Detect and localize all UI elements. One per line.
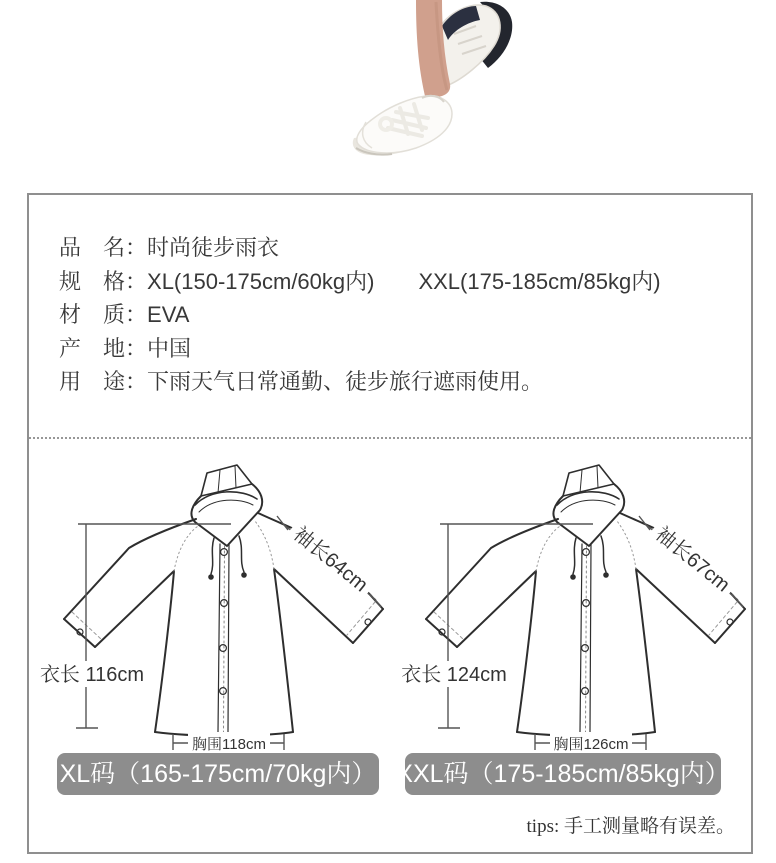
spec-value: 中国 (147, 335, 192, 361)
coat-length-label: 衣长 116cm (39, 664, 145, 686)
sleeve-length-label: 袖长64cm (288, 523, 372, 597)
spec-value: XL(150-175cm/60kg内) XXL(175-185cm/85kg内) (147, 268, 661, 294)
spec-label: 规 格： (59, 268, 148, 294)
spec-list (59, 231, 661, 399)
spec-label: 产 地： (59, 335, 148, 361)
dotted-divider (29, 437, 751, 439)
measurement-tips: tips: 手工测量略有误差。 (526, 816, 735, 837)
chest-width-label: 胸围126cm (553, 736, 629, 753)
chest-width-label: 胸围118cm (192, 736, 266, 753)
product-photo-sneakers (330, 0, 520, 165)
spec-row-origin (59, 332, 661, 366)
spec-row-usage (59, 365, 661, 399)
spec-value: 时尚徒步雨衣 (147, 235, 280, 260)
coat-length-label: 衣长 124cm (401, 664, 507, 686)
spec-row-product-name (59, 231, 661, 265)
spec-row-specification (59, 265, 661, 299)
spec-label: 材 质： (59, 302, 148, 327)
raincoat-size-diagram-xxl (393, 451, 753, 761)
sleeve-length-label: 袖长67cm (650, 523, 734, 597)
spec-label: 用 途： (59, 369, 148, 394)
spec-label: 品 名： (59, 235, 148, 260)
spec-row-material (59, 298, 661, 332)
size-badge-xl[interactable]: XL码（165-175cm/70kg内） (57, 753, 379, 795)
product-info-box (27, 193, 753, 854)
raincoat-size-diagram-xl (31, 451, 391, 761)
front-shoe (353, 96, 452, 156)
spec-value: 下雨天气日常通勤、徒步旅行遮雨使用。 (147, 369, 544, 394)
spec-value: EVA (147, 302, 190, 327)
size-badge-xxl[interactable]: XXL码（175-185cm/85kg内） (405, 753, 721, 795)
